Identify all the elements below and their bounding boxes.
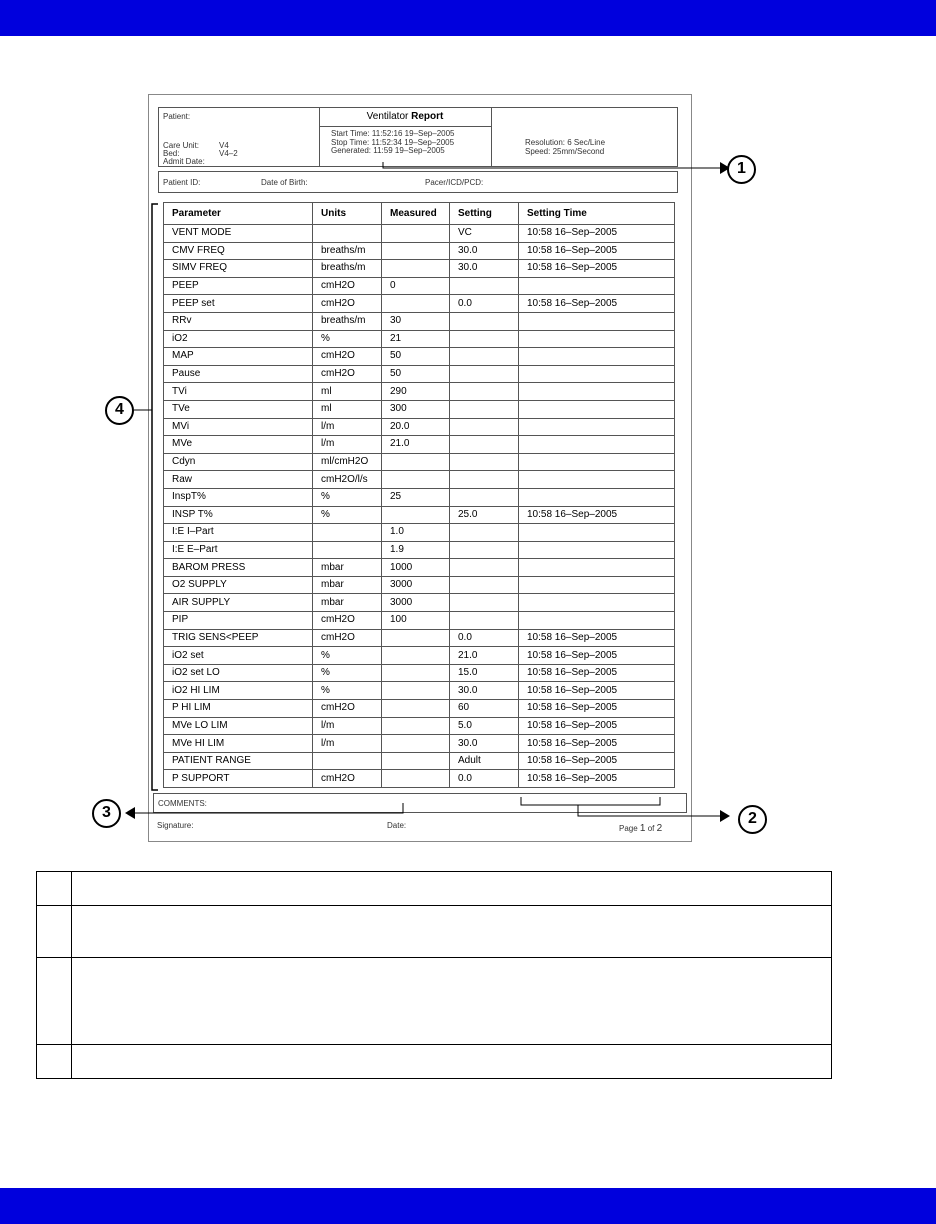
cell-setting: 15.0 xyxy=(450,664,519,682)
cell-setting: 0.0 xyxy=(450,770,519,788)
notes-cell-text xyxy=(72,906,832,958)
signature-label: Signature: xyxy=(157,821,194,830)
cell-setting: 30.0 xyxy=(450,682,519,700)
cell-parameter: iO2 set xyxy=(164,647,313,665)
cell-setting-time: 10:58 16–Sep–2005 xyxy=(519,664,675,682)
cell-units: cmH2O xyxy=(313,700,382,718)
cell-units: ml xyxy=(313,383,382,401)
cell-parameter: VENT MODE xyxy=(164,225,313,243)
cell-parameter: MVi xyxy=(164,418,313,436)
cell-units: cmH2O xyxy=(313,612,382,630)
callout-1: 1 xyxy=(727,155,756,184)
notes-row xyxy=(37,872,832,906)
cell-parameter: MVe LO LIM xyxy=(164,717,313,735)
patient-label: Patient: xyxy=(163,112,191,121)
notes-cell-text xyxy=(72,1045,832,1079)
cell-parameter: TRIG SENS<PEEP xyxy=(164,629,313,647)
cell-parameter: SIMV FREQ xyxy=(164,260,313,278)
cell-setting-time: 10:58 16–Sep–2005 xyxy=(519,717,675,735)
cell-measured: 50 xyxy=(382,348,450,366)
page-prefix: Page xyxy=(619,824,640,833)
cell-units: cmH2O xyxy=(313,770,382,788)
notes-row xyxy=(37,906,832,958)
cell-parameter: Pause xyxy=(164,365,313,383)
cell-setting-time: 10:58 16–Sep–2005 xyxy=(519,260,675,278)
cell-units: l/m xyxy=(313,717,382,735)
col-setting: Setting xyxy=(450,203,519,225)
cell-setting: 5.0 xyxy=(450,717,519,735)
cell-units: cmH2O xyxy=(313,348,382,366)
callout-4: 4 xyxy=(105,396,134,425)
cell-units: mbar xyxy=(313,559,382,577)
cell-units: % xyxy=(313,647,382,665)
start-time: Start Time: 11:52:16 19–Sep–2005 xyxy=(331,129,455,138)
resolution: Resolution: 6 Sec/Line xyxy=(525,138,606,147)
cell-setting: 30.0 xyxy=(450,242,519,260)
cell-measured: 3000 xyxy=(382,594,450,612)
cell-units: l/m xyxy=(313,735,382,753)
cell-parameter: P SUPPORT xyxy=(164,770,313,788)
comments-label: COMMENTS: xyxy=(158,799,207,808)
notes-row xyxy=(37,1045,832,1079)
col-units: Units xyxy=(313,203,382,225)
cell-units: cmH2O xyxy=(313,365,382,383)
callout-3-arrowhead xyxy=(125,807,135,819)
page-of: of xyxy=(645,824,657,833)
patient-id-label: Patient ID: xyxy=(163,178,201,187)
notes-cell-number xyxy=(37,958,72,1045)
date-label: Date: xyxy=(387,821,407,830)
cell-setting-time: 10:58 16–Sep–2005 xyxy=(519,735,675,753)
callout-2-line xyxy=(578,805,720,816)
cell-measured: 100 xyxy=(382,612,450,630)
cell-parameter: MAP xyxy=(164,348,313,366)
cell-parameter: InspT% xyxy=(164,488,313,506)
cell-units: % xyxy=(313,682,382,700)
cell-setting: 60 xyxy=(450,700,519,718)
cell-units: ml/cmH2O xyxy=(313,453,382,471)
cell-measured: 1000 xyxy=(382,559,450,577)
bed-label: Bed: xyxy=(163,149,180,158)
cell-parameter: CMV FREQ xyxy=(164,242,313,260)
cell-parameter: TVe xyxy=(164,400,313,418)
cell-measured: 30 xyxy=(382,312,450,330)
cell-measured: 290 xyxy=(382,383,450,401)
callout-3: 3 xyxy=(92,799,121,828)
cell-parameter: O2 SUPPLY xyxy=(164,576,313,594)
cell-setting: 21.0 xyxy=(450,647,519,665)
cell-units: ml xyxy=(313,400,382,418)
callout-1-line xyxy=(383,162,720,168)
cell-parameter: iO2 xyxy=(164,330,313,348)
notes-cell-text xyxy=(72,958,832,1045)
notes-cell-number xyxy=(37,1045,72,1079)
col-parameter: Parameter xyxy=(164,203,313,225)
admit-date-label: Admit Date: xyxy=(163,157,205,166)
col-measured: Measured xyxy=(382,203,450,225)
cell-setting-time: 10:58 16–Sep–2005 xyxy=(519,242,675,260)
cell-parameter: iO2 HI LIM xyxy=(164,682,313,700)
cell-measured: 50 xyxy=(382,365,450,383)
cell-setting-time: 10:58 16–Sep–2005 xyxy=(519,700,675,718)
callout-4-bracket xyxy=(152,204,158,790)
cell-units: mbar xyxy=(313,576,382,594)
notes-cell-text xyxy=(72,872,832,906)
cell-measured: 1.9 xyxy=(382,541,450,559)
cell-setting-time: 10:58 16–Sep–2005 xyxy=(519,770,675,788)
col-setting-time: Setting Time xyxy=(519,203,675,225)
callout-3-line xyxy=(135,803,403,813)
cell-units: breaths/m xyxy=(313,242,382,260)
care-unit-value: V4 xyxy=(219,141,229,150)
cell-measured: 0 xyxy=(382,277,450,295)
cell-parameter: P HI LIM xyxy=(164,700,313,718)
speed: Speed: 25mm/Second xyxy=(525,147,605,156)
cell-units: breaths/m xyxy=(313,312,382,330)
callout-2: 2 xyxy=(738,805,767,834)
cell-parameter: PIP xyxy=(164,612,313,630)
cell-parameter: MVe xyxy=(164,436,313,454)
cell-units: l/m xyxy=(313,436,382,454)
notes-row xyxy=(37,958,832,1045)
cell-parameter: INSP T% xyxy=(164,506,313,524)
notes-cell-number xyxy=(37,872,72,906)
cell-units: cmH2O/l/s xyxy=(313,471,382,489)
cell-parameter: Cdyn xyxy=(164,453,313,471)
cell-units: cmH2O xyxy=(313,295,382,313)
cell-setting: Adult xyxy=(450,752,519,770)
cell-setting: 25.0 xyxy=(450,506,519,524)
cell-setting: 30.0 xyxy=(450,735,519,753)
dob-label: Date of Birth: xyxy=(261,178,308,187)
cell-measured: 25 xyxy=(382,488,450,506)
cell-units: mbar xyxy=(313,594,382,612)
cell-units: cmH2O xyxy=(313,629,382,647)
cell-measured: 21.0 xyxy=(382,436,450,454)
page-total: 2 xyxy=(656,823,663,834)
cell-setting-time: 10:58 16–Sep–2005 xyxy=(519,647,675,665)
cell-parameter: RRv xyxy=(164,312,313,330)
cell-parameter: BAROM PRESS xyxy=(164,559,313,577)
title-prefix: Ventilator xyxy=(366,111,412,122)
callout-2-arrowhead xyxy=(720,810,730,822)
cell-setting-time: 10:58 16–Sep–2005 xyxy=(519,225,675,243)
title-bold: Report xyxy=(411,111,444,122)
cell-parameter: Raw xyxy=(164,471,313,489)
cell-setting-time: 10:58 16–Sep–2005 xyxy=(519,752,675,770)
notes-table xyxy=(36,871,832,1079)
cell-parameter: I:E I–Part xyxy=(164,524,313,542)
cell-units: breaths/m xyxy=(313,260,382,278)
cell-setting-time: 10:58 16–Sep–2005 xyxy=(519,682,675,700)
cell-parameter: PATIENT RANGE xyxy=(164,752,313,770)
cell-units: % xyxy=(313,506,382,524)
cell-setting-time: 10:58 16–Sep–2005 xyxy=(519,506,675,524)
cell-setting-time: 10:58 16–Sep–2005 xyxy=(519,295,675,313)
cell-parameter: MVe HI LIM xyxy=(164,735,313,753)
cell-parameter: AIR SUPPLY xyxy=(164,594,313,612)
generated-time: Generated: 11:59 19–Sep–2005 xyxy=(331,146,445,155)
cell-setting: 0.0 xyxy=(450,295,519,313)
cell-measured: 20.0 xyxy=(382,418,450,436)
pacer-label: Pacer/ICD/PCD: xyxy=(425,178,484,187)
cell-setting: VC xyxy=(450,225,519,243)
page-number: 1 xyxy=(639,823,646,834)
cell-units: l/m xyxy=(313,418,382,436)
cell-units: % xyxy=(313,488,382,506)
cell-measured: 21 xyxy=(382,330,450,348)
cell-parameter: I:E E–Part xyxy=(164,541,313,559)
care-unit-label: Care Unit: xyxy=(163,141,200,150)
cell-units: % xyxy=(313,330,382,348)
cell-setting-time: 10:58 16–Sep–2005 xyxy=(519,629,675,647)
cell-units: % xyxy=(313,664,382,682)
cell-parameter: PEEP xyxy=(164,277,313,295)
callout-2-bracket xyxy=(521,797,660,805)
cell-measured: 3000 xyxy=(382,576,450,594)
bottom-banner xyxy=(0,1188,936,1224)
cell-measured: 1.0 xyxy=(382,524,450,542)
cell-setting: 30.0 xyxy=(450,260,519,278)
cell-units: cmH2O xyxy=(313,277,382,295)
cell-setting: 0.0 xyxy=(450,629,519,647)
notes-cell-number xyxy=(37,906,72,958)
cell-parameter: PEEP set xyxy=(164,295,313,313)
cell-parameter: TVi xyxy=(164,383,313,401)
bed-value: V4–2 xyxy=(219,149,238,158)
stop-time: Stop Time: 11:52:34 19–Sep–2005 xyxy=(331,137,455,147)
cell-parameter: iO2 set LO xyxy=(164,664,313,682)
cell-measured: 300 xyxy=(382,400,450,418)
